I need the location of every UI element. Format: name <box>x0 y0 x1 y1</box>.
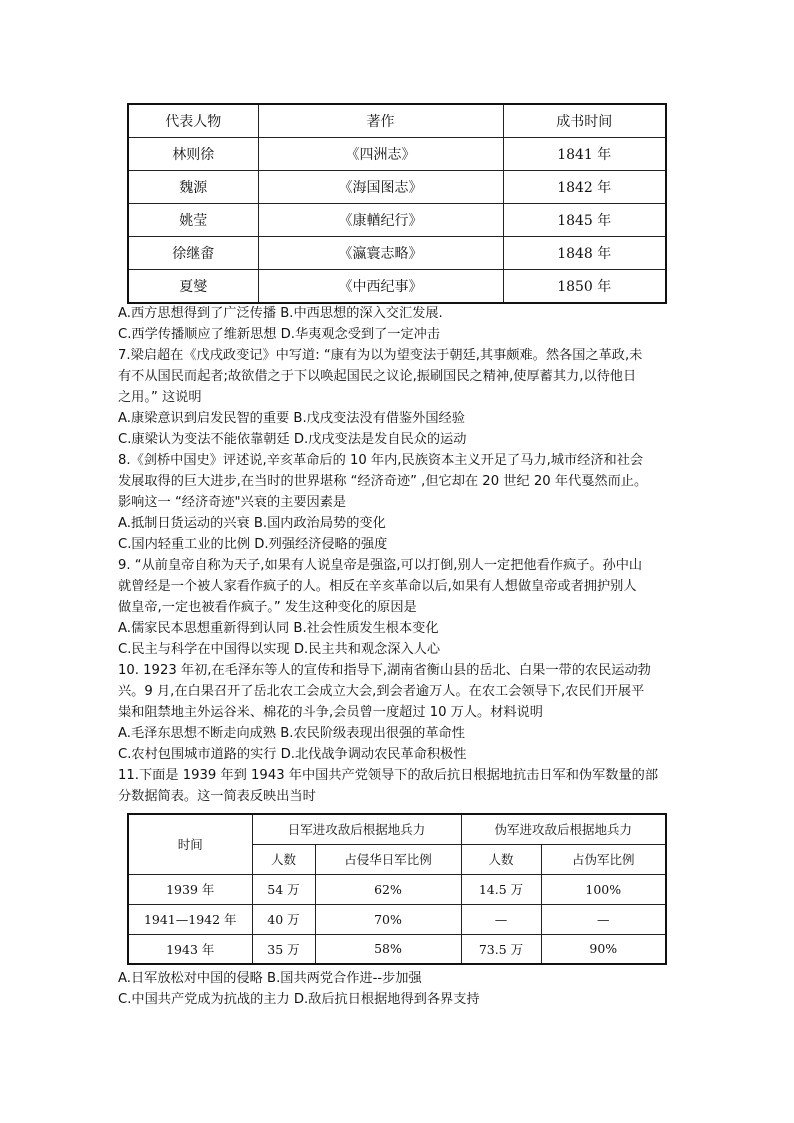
question-11-stem: 11.下面是 1939 年到 1943 年中国共产党领导下的敌后抗日根据地抗击日军和伪军数量的部 <box>118 768 659 783</box>
question-9-stem: 9. “从前皇帝自称为天子,如果有人说皇帝是强盗,可以打倒,别人一定把他看作疯子。孙中山 <box>118 558 643 573</box>
table-row <box>128 934 666 964</box>
option-line: C.国内轻重工业的比例 D.列强经济侵略的强度 <box>118 537 388 552</box>
table-cell: 姚莹 <box>128 204 258 237</box>
table-cell: — <box>461 904 541 934</box>
table-cell: 40 万 <box>252 904 315 934</box>
table-cell: 100% <box>541 874 666 904</box>
table-cell: 62% <box>315 874 461 904</box>
option-line: C.康梁认为变法不能依靠朝廷 D.戊戌变法是发自民众的运动 <box>118 432 467 447</box>
table-cell: 1943 年 <box>128 934 252 964</box>
table-row <box>128 270 666 304</box>
table-row <box>128 204 666 237</box>
table-row <box>128 171 666 204</box>
header-cell: 著作 <box>258 104 503 138</box>
table-cell: 魏源 <box>128 171 258 204</box>
question-9-stem: 做皇帝,一定也被看作疯子。” 发生这种变化的原因是 <box>118 600 417 615</box>
header-cell: 占伪军比例 <box>541 844 666 874</box>
table-row <box>128 874 666 904</box>
table-row <box>128 237 666 270</box>
table-cell: — <box>541 904 666 934</box>
table-cell: 1848 年 <box>503 237 666 270</box>
option-line: C.西学传播顺应了维新思想 D.华夷观念受到了一定冲击 <box>118 327 441 342</box>
question-9-stem: 就曾经是一个被人家看作疯子的人。相反在辛亥革命以后,如果有人想做皇帝或者拥护别人 <box>118 579 637 594</box>
table-cell: 58% <box>315 934 461 964</box>
table-cell: 90% <box>541 934 666 964</box>
header-cell: 成书时间 <box>503 104 666 138</box>
option-line: A.日军放松对中国的侵略 B.国共两党合作进--步加强 <box>118 971 422 986</box>
table-cell: 70% <box>315 904 461 934</box>
table-cell: 《中西纪事》 <box>258 270 503 304</box>
questions-block-2 <box>118 968 686 1010</box>
question-11-stem: 分数据简表。这一简表反映出当时 <box>118 789 316 804</box>
table-cell: 《四洲志》 <box>258 138 503 171</box>
option-line: C.中国共产党成为抗战的主力 D.敌后抗日根据地得到各界支持 <box>118 992 480 1007</box>
table-cell: 1939 年 <box>128 874 252 904</box>
header-cell: 人数 <box>461 844 541 874</box>
troops-data-table <box>127 813 667 965</box>
option-line: C.农村包围城市道路的实行 D.北伐战争调动农民革命积极性 <box>118 747 467 762</box>
table-cell: 《康輶纪行》 <box>258 204 503 237</box>
table-row <box>128 904 666 934</box>
table-cell: 1941—1942 年 <box>128 904 252 934</box>
table-cell: 徐继畬 <box>128 237 258 270</box>
question-10-stem: 兴。9 月,在白果召开了岳北农工会成立大会,到会者逾万人。在农工会领导下,农民们开展平 <box>118 684 645 699</box>
option-line: A.抵制日货运动的兴衰 B.国内政治局势的变化 <box>118 516 386 531</box>
historians-works-table <box>127 103 667 304</box>
question-8-stem: 8.《剑桥中国史》评述说,辛亥革命后的 10 年内,民族资本主义开足了马力,城市经济和社会 <box>118 453 644 468</box>
table-cell: 林则徐 <box>128 138 258 171</box>
questions-block-1 <box>118 303 686 807</box>
option-line: C.民主与科学在中国得以实现 D.民主共和观念深入人心 <box>118 642 441 657</box>
table-cell: 54 万 <box>252 874 315 904</box>
option-line: A.康梁意识到启发民智的重要 B.戊戌变法没有借鉴外国经验 <box>118 411 465 426</box>
header-cell: 代表人物 <box>128 104 258 138</box>
option-line: A.毛泽东思想不断走向成熟 B.农民阶级表现出很强的革命性 <box>118 726 465 741</box>
table-cell: 1842 年 <box>503 171 666 204</box>
table-cell: 《瀛寰志略》 <box>258 237 503 270</box>
table-cell: 1841 年 <box>503 138 666 171</box>
table-cell: 35 万 <box>252 934 315 964</box>
table-header-row <box>128 104 666 138</box>
question-7-stem: 有不从国民而起者;故欲借之于下以唤起国民之议论,振刷国民之精神,使厚蓄其力,以待他日 <box>118 369 637 384</box>
question-8-stem: 影响这一 “经济奇迹"兴衰的主要因素是 <box>118 495 347 510</box>
table-cell: 夏燮 <box>128 270 258 304</box>
table-row <box>128 138 666 171</box>
table-header-row <box>128 814 666 844</box>
header-cell: 占侵华日军比例 <box>315 844 461 874</box>
header-cell: 人数 <box>252 844 315 874</box>
question-8-stem: 发展取得的巨大进步,在当时的世界堪称 “经济奇迹” ,但它却在 20 世纪 20 年代戛然而止。 <box>118 474 648 489</box>
question-7-stem: 之用。” 这说明 <box>118 390 202 405</box>
header-cell: 时间 <box>128 814 252 874</box>
table-cell: 73.5 万 <box>461 934 541 964</box>
table-cell: 《海国图志》 <box>258 171 503 204</box>
table-cell: 1850 年 <box>503 270 666 304</box>
table-cell: 1845 年 <box>503 204 666 237</box>
table-cell: 14.5 万 <box>461 874 541 904</box>
header-cell: 伪军进攻敌后根据地兵力 <box>461 814 666 844</box>
option-line: A.西方思想得到了广泛传播 B.中西思想的深入交汇发展. <box>118 306 443 321</box>
question-10-stem: 粜和阻禁地主外运谷米、棉花的斗争,会员曾一度超过 10 万人。材料说明 <box>118 705 543 720</box>
header-cell: 日军进攻敌后根据地兵力 <box>252 814 461 844</box>
option-line: A.儒家民本思想重新得到认同 B.社会性质发生根本变化 <box>118 621 439 636</box>
question-7-stem: 7.梁启超在《戊戌政变记》中写道: “康有为以为望变法于朝廷,其事颇难。然各国之革政,未 <box>118 348 643 363</box>
question-10-stem: 10. 1923 年初,在毛泽东等人的宣传和指导下,湖南省衡山县的岳北、白果一带的农民运动勃 <box>118 663 651 678</box>
